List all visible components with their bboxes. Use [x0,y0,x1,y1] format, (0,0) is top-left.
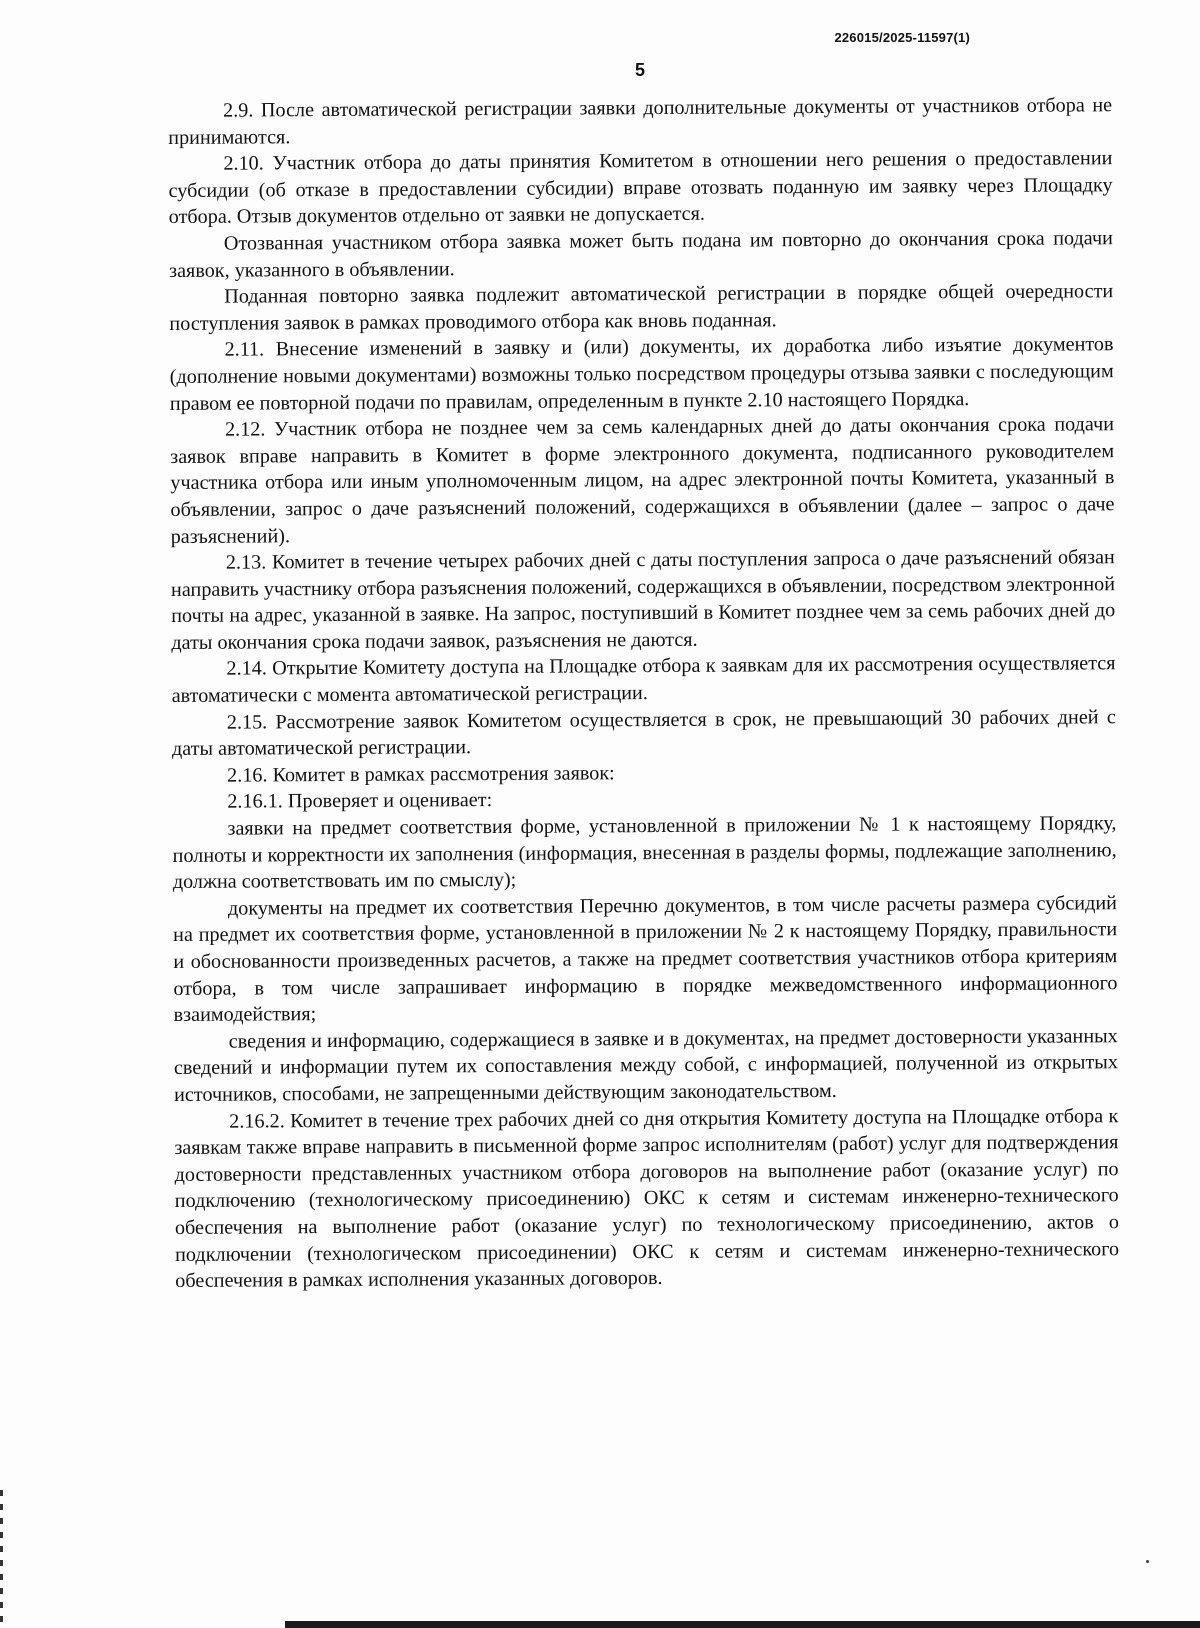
document-body [168,92,1119,1294]
paragraph-2-16: 2.16. Комитет в рамках рассмотрения заявок: [227,762,615,787]
document-registration-number: 226015/2025-11597(1) [834,30,970,45]
paragraph-2-16-1-information: сведения и информацию, содержащиеся в заявке и в документах, на предмет достоверности указанных сведений и информации путем их сопоставления между собой, с информацией, полученной из открытых источников, способами, не запрещенными действующим законодательством. [173,1024,1118,1106]
paragraph-2-16-2: 2.16.2. Комитет в течение трех рабочих дней со дня открытия Комитету доступа на Площадке отбора к заявкам также вправе направить в письменной форме запрос исполнителям (работ) услуг для подтверждения достоверности представленных участником отбора договоров на выполнение работ (оказание услуг) по подключению (технологическому присоединению) ОКС к сетям и системам инженерно-технического обеспечения на выполнение работ (оказание услуг) по технологическому присоединению, актов о подключении (технологическом присоединении) ОКС к сетям и системам инженерно-технического обеспечения в рамках исполнения указанных договоров. [174,1104,1120,1293]
paragraph-2-10-resubmitted: Поданная повторно заявка подлежит автоматической регистрации в порядке общей очередности поступления заявок в рамках проводимого отбора как вновь поданная. [169,280,1114,335]
paragraph-2-11: 2.11. Внесение изменений в заявку и (или) документы, их доработка либо изъятие документов (дополнение новыми документами) возможны только посредством процедуры отзыва заявки с последующим правом ее повторной подачи по правилам, определенным в пункте 2.10 настоящего Порядка. [169,333,1114,415]
paragraph-2-15: 2.15. Рассмотрение заявок Комитетом осуществляется в срок, не превышающий 30 рабочих дней с даты автоматической регистрации. [171,705,1116,761]
page-number: 5 [634,60,645,80]
scan-edge-artifact [0,1490,3,1628]
paragraph-2-14: 2.14. Открытие Комитету доступа на Площадке отбора к заявкам для их рассмотрения осуществляется автоматически с момента автоматической регистрации. [171,652,1116,708]
scan-dot-artifact [1146,1560,1149,1563]
paragraph-2-9: 2.9. После автоматической регистрации заявки дополнительные документы от участников отбора не принимаются. [168,94,1113,149]
paragraph-2-16-1-applications: заявки на предмет соответствия форме, установленной в приложении № 1 к настоящему Порядку, полноты и корректности их заполнения (информация, внесенная в разделы формы, подлежащие заполнению, должна соответствовать им по смыслу); [172,812,1117,894]
scan-bottom-edge [285,1621,1200,1628]
paragraph-2-16-1-documents: документы на предмет их соответствия Перечню документов, в том числе расчеты размера субсидий на предмет их соответствия форме, установленной в приложении № 2 к настоящему Порядку, правильности и обоснованности произведенных расчетов, а также на предмет соответствия участников отбора критериям отбора, в том числе запрашивает информацию в порядке межведомственного информационного взаимодействия; [173,892,1118,1027]
paragraph-2-13: 2.13. Комитет в течение четырех рабочих дней с даты поступления запроса о даче разъяснений обязан направить участнику отбора разъяснения положений, содержащихся в объявлении, посредством электронной почты на адрес, указанной в заявке. На запрос, поступивший в Комитет позднее чем за семь рабочих дней до даты окончания срока подачи заявок, разъяснения не даются. [170,546,1116,654]
paragraph-2-10-withdrawn: Отозванная участником отбора заявка может быть подана им повторно до окончания срока подачи заявок, указанного в объявлении. [168,227,1113,282]
paragraph-2-10: 2.10. Участник отбора до даты принятия Комитетом в отношении него решения о предоставлении субсидии (об отказе в предоставлении субсидии) вправе отозвать поданную им заявку через Площадку отбора. Отзыв документов отдельно от заявки не допускается. [168,147,1113,229]
paragraph-2-12: 2.12. Участник отбора не позднее чем за семь календарных дней до даты окончания срока подачи заявок вправе направить в Комитет в форме электронного документа, подписанного руководителем участника отбора или иным уполномоченным лицом, на адрес электронной почты Комитета, указанный в объявлении, запрос о даче разъяснений положений, содержащихся в объявлении (далее – запрос о даче разъяснений). [170,413,1115,548]
paragraph-2-16-1: 2.16.1. Проверяет и оценивает: [227,789,493,814]
